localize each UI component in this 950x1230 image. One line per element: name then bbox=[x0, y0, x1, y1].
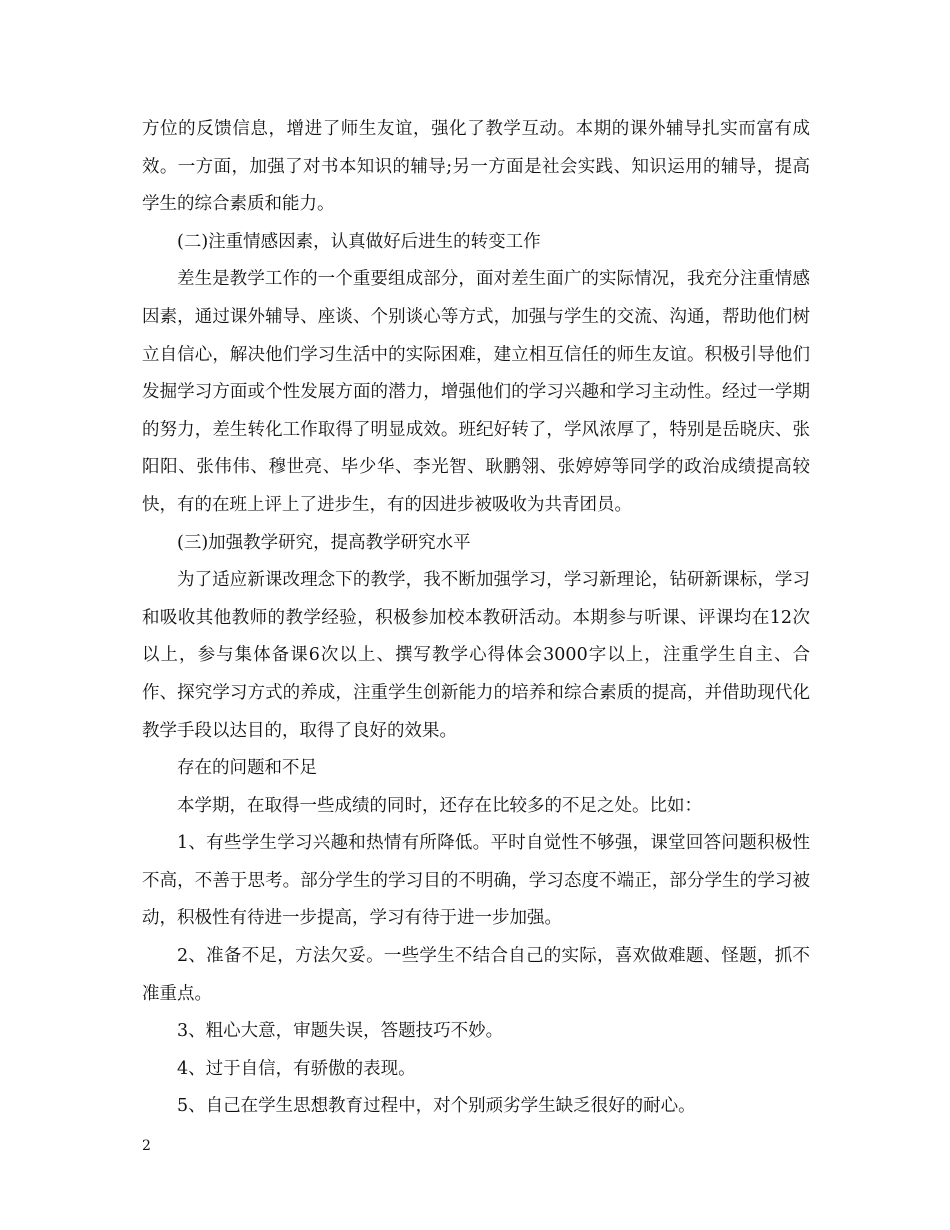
document-body bbox=[142, 111, 810, 1126]
paragraph-1: 方位的反馈信息，增进了师生友谊，强化了教学互动。本期的课外辅导扎实而富有成效。一方面，加强了对书本知识的辅导;另一方面是社会实践、知识运用的辅导，提高学生的综合素质和能力。 bbox=[142, 119, 810, 215]
list-item-3: 3、粗心大意，审题失误，答题技巧不妙。 bbox=[177, 1021, 504, 1042]
list-item-4: 4、过于自信，有骄傲的表现。 bbox=[177, 1058, 416, 1079]
section-heading-3: (三)加强教学研究，提高教学研究水平 bbox=[177, 532, 471, 553]
paragraph-5: 为了适应新课改理念下的教学，我不断加强学习，学习新理论，钻研新课标，学习和吸收其他教师的教学经验，积极参加校本教研活动。本期参与听课、评课均在12次以上，参与集体备课6次以上、撰写教学心得体会3000字以上，注重学生自主、合作、探究学习方式的养成，注重学生创新能力的培养和综合素质的提高，并借助现代化教学手段以达目的，取得了良好的效果。 bbox=[142, 570, 810, 741]
section-heading-problems: 存在的问题和不足 bbox=[177, 758, 317, 779]
section-heading-2: (二)注重情感因素，认真做好后进生的转变工作 bbox=[177, 231, 541, 252]
list-item-2: 2、准备不足，方法欠妥。一些学生不结合自己的实际，喜欢做难题、怪题，抓不准重点。 bbox=[142, 946, 810, 1004]
page-number: 2 bbox=[142, 1138, 151, 1154]
list-item-5: 5、自己在学生思想教育过程中，对个别顽劣学生缺乏很好的耐心。 bbox=[177, 1096, 696, 1117]
list-item-1: 1、有些学生学习兴趣和热情有所降低。平时自觉性不够强，课堂回答问题积极性不高，不善于思考。部分学生的学习目的不明确，学习态度不端正，部分学生的学习被动，积极性有待进一步提高，学习有待于进一步加强。 bbox=[142, 833, 810, 929]
paragraph-3: 差生是教学工作的一个重要组成部分，面对差生面广的实际情况，我充分注重情感因素，通过课外辅导、座谈、个别谈心等方式，加强与学生的交流、沟通，帮助他们树立自信心，解决他们学习生活中的实际困难，建立相互信任的师生友谊。积极引导他们发掘学习方面或个性发展方面的潜力，增强他们的学习兴趣和学习主动性。经过一学期的努力，差生转化工作取得了明显成效。班纪好转了，学风浓厚了，特别是岳晓庆、张阳阳、张伟伟、穆世亮、毕少华、李光智、耿鹏翎、张婷婷等同学的政治成绩提高较快，有的在班上评上了进步生，有的因进步被吸收为共青团员。 bbox=[142, 269, 810, 515]
paragraph-7: 本学期，在取得一些成绩的同时，还存在比较多的不足之处。比如： bbox=[177, 795, 702, 816]
